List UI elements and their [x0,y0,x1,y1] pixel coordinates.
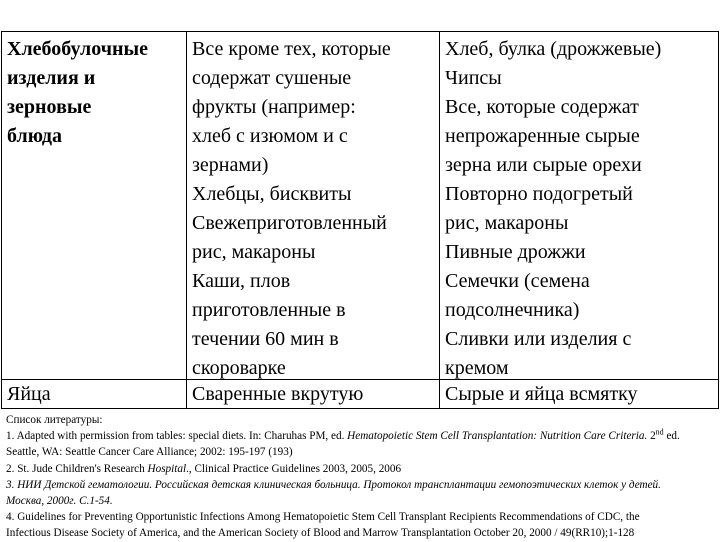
forbidden-cell-eggs: Сырые и яйца всмятку [445,383,638,405]
reference-4-cont: Infectious Disease Society of America, and the American Society of Blood and Marrow Transplantation October 20, 2000 / 49(RR10);1-128 [6,527,635,540]
column-divider [186,32,187,408]
references-heading: Список литературы: [6,414,103,426]
references [6,412,718,542]
reference-1-cont: Seattle, WA: Seattle Cancer Care Alliance; 2002: 195-197 (193) [6,446,293,459]
reference-1: 1. Adapted with permission from tables: special diets. In: Charuhas PM, ed. Hematopoietic Stem Cell Transplantation: Nutrition Care Criteria. 2nd ed. [6,427,680,443]
reference-3-cont: Москва, 2000г. С.1-54. [6,495,113,508]
allowed-cell-grains: Все кроме тех, которые содержат сушеные фрукты (например: хлеб с изюмом и с зернами) Хлебцы, бисквиты Свежеприготовленный рис, макароны Каши, плов приготовленные в течении 60 мин в скороварке [192,38,391,379]
forbidden-cell-grains: Хлеб, булка (дрожжевые) Чипсы Все, которые содержат непрожаренные сырые зерна или сырые орехи Повторно подогретый рис, макароны Пивные дрожжи Семечки (семена подсолнечника) Сливки или изделия с кремом [445,38,662,379]
reference-2: 2. St. Jude Children's Research Hospital., Clinical Practice Guidelines 2003, 2005, 2006 [6,462,402,475]
column-divider [439,32,440,408]
reference-3: 3. НИИ Детской гематологии. Российская детская клиническая больница. Протокол трансплантации гемопоэтических клеток у детей. [6,478,661,491]
category-cell-eggs: Яйца [7,383,51,405]
food-table [1,31,719,409]
allowed-cell-eggs: Сваренные вкрутую [192,383,364,405]
category-cell-grains: Хлебобулочные изделия и зерновые блюда [7,38,149,147]
reference-4: 4. Guidelines for Preventing Opportunistic Infections Among Hematopoietic Stem Cell Transplant Recipients Recommendations of CDC, the [6,511,640,524]
